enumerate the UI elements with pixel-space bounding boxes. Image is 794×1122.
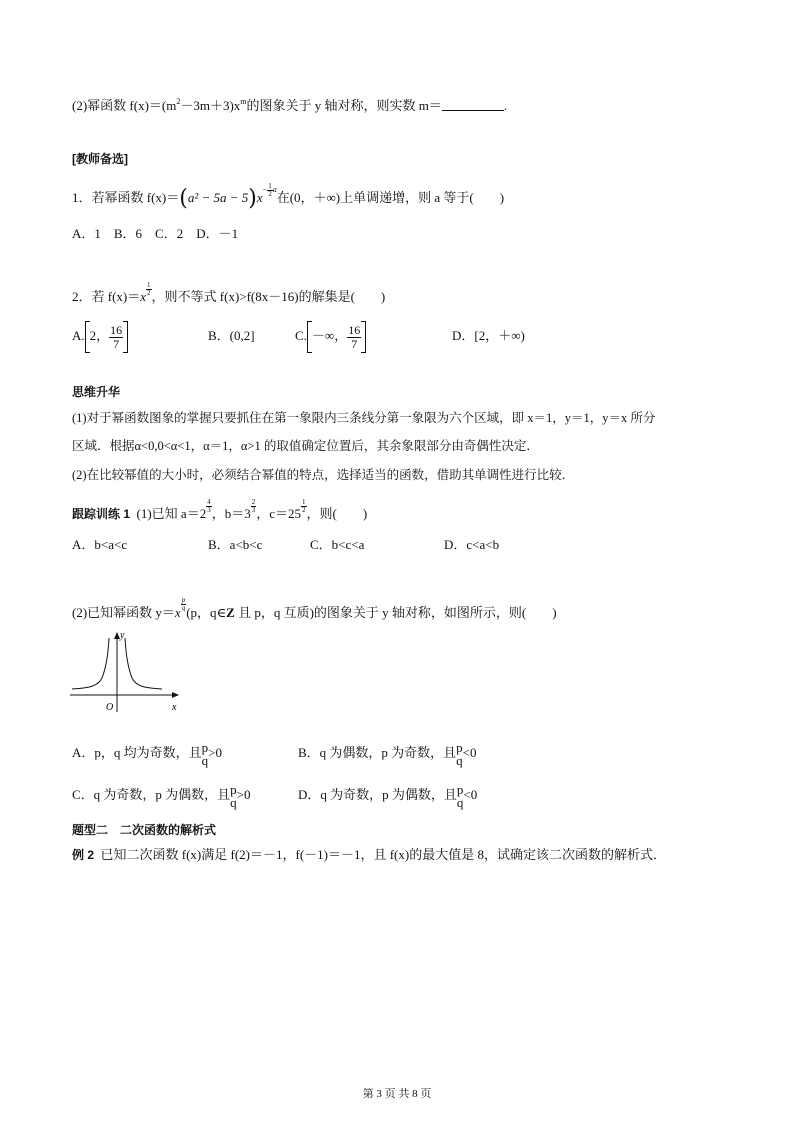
x-axis-arrow-icon bbox=[172, 692, 179, 698]
power-function-graph bbox=[66, 628, 184, 716]
answer-blank[interactable] bbox=[442, 98, 504, 111]
teacher-question-2-option-b: B．(0,2] bbox=[208, 328, 255, 343]
curve-right-branch bbox=[125, 638, 162, 689]
tracking-q2-option-d: D．q 为奇数，p 为偶数，且 p q <0 bbox=[298, 782, 478, 811]
thinking-point-1b: 区域．根据α<0,0<α<1，α＝1，α>1 的取值确定位置后，其余象限部分由奇偶性决定． bbox=[72, 439, 539, 453]
question-2-line: (2)幂函数 $f(x)=(m^2-3m+3)x^m$的图象关于 y 轴对称，则实数 m＝ . bbox=[72, 97, 508, 113]
tracking-q2-option-b: B．q 为偶数，p 为奇数，且 p q <0 bbox=[298, 740, 477, 769]
exponent: − $\frac{1}{2}$ a bbox=[262, 181, 277, 198]
teacher-heading: [教师备选] bbox=[72, 152, 128, 166]
tracking-question-2: (2)已知幂函数 y＝x $\frac{p}{q}$ (p，q∈Z 且 p，q 互质)的图象关于 y 轴对称，如图所示，则( ) bbox=[72, 595, 557, 620]
teacher-question-2-option-d: D．[2，＋∞) bbox=[452, 328, 525, 343]
tracking-option-a: A．b<a<c bbox=[72, 537, 128, 552]
curve-left-branch bbox=[72, 638, 109, 689]
teacher-question-2: 2．若 f(x)＝x $\frac{1}{2}$ ，则不等式 f(x)>f(8x－16)的解集是( ) bbox=[72, 280, 386, 304]
thinking-heading: 思维升华 bbox=[72, 385, 121, 399]
teacher-question-1: 1．若幂函数 f(x)＝(a² − 5a − 5)x− $\frac{1}{2}$ a在(0，＋∞)上单调递增，则 a 等于( ) bbox=[72, 184, 504, 212]
tracking-q2-option-a: A．p，q 均为奇数，且 p q >0 bbox=[72, 740, 222, 769]
teacher-question-1-options: A．1 B．6 C．2 D．－1 bbox=[72, 226, 239, 241]
tracking-option-b: B．a<b<c bbox=[208, 537, 263, 552]
graph-x-label: x bbox=[172, 702, 177, 713]
example-2: 例 2 已知二次函数 f(x)满足 f(2)＝－1，f(－1)＝－1，且 f(x)的最大值是 8，试确定该二次函数的解析式． bbox=[72, 847, 666, 862]
graph-y-label: y bbox=[120, 630, 125, 641]
tracking-q2-option-c: C．q 为奇数，p 为偶数，且 p q >0 bbox=[72, 782, 251, 811]
thinking-point-2: (2)在比较幂值的大小时，必须结合幂值的特点，选择适当的函数，借助其单调性进行比较． bbox=[72, 468, 575, 482]
tracking-option-c: C．b<c<a bbox=[310, 537, 365, 552]
page-footer: 第 3 页 共 8 页 bbox=[362, 1088, 432, 1100]
graph-origin-label: O bbox=[106, 702, 114, 713]
teacher-question-2-option-a: A. 2， $\frac{16}{7}$ bbox=[72, 318, 128, 354]
teacher-question-2-option-c: C. －∞， $\frac{16}{7}$ bbox=[295, 318, 366, 354]
power-base-expression: a² − 5a − 5 bbox=[187, 190, 249, 205]
thinking-point-1a: (1)对于幂函数图象的掌握只要抓住在第一象限内三条线分第一象限为六个区域，即 x＝1，y＝1，y＝x 所分 bbox=[72, 411, 656, 425]
tracking-option-d: D．c<a<b bbox=[444, 537, 500, 552]
tracking-exercise-1: 跟踪训练 1 (1)已知 a＝2 $\frac{4}{3}$ ，b＝3 $\frac{2}{3}$ ，c＝25 $\frac{1}{2}$ ，则( ) bbox=[72, 497, 368, 521]
type-2-heading: 题型二 二次函数的解析式 bbox=[72, 823, 217, 837]
